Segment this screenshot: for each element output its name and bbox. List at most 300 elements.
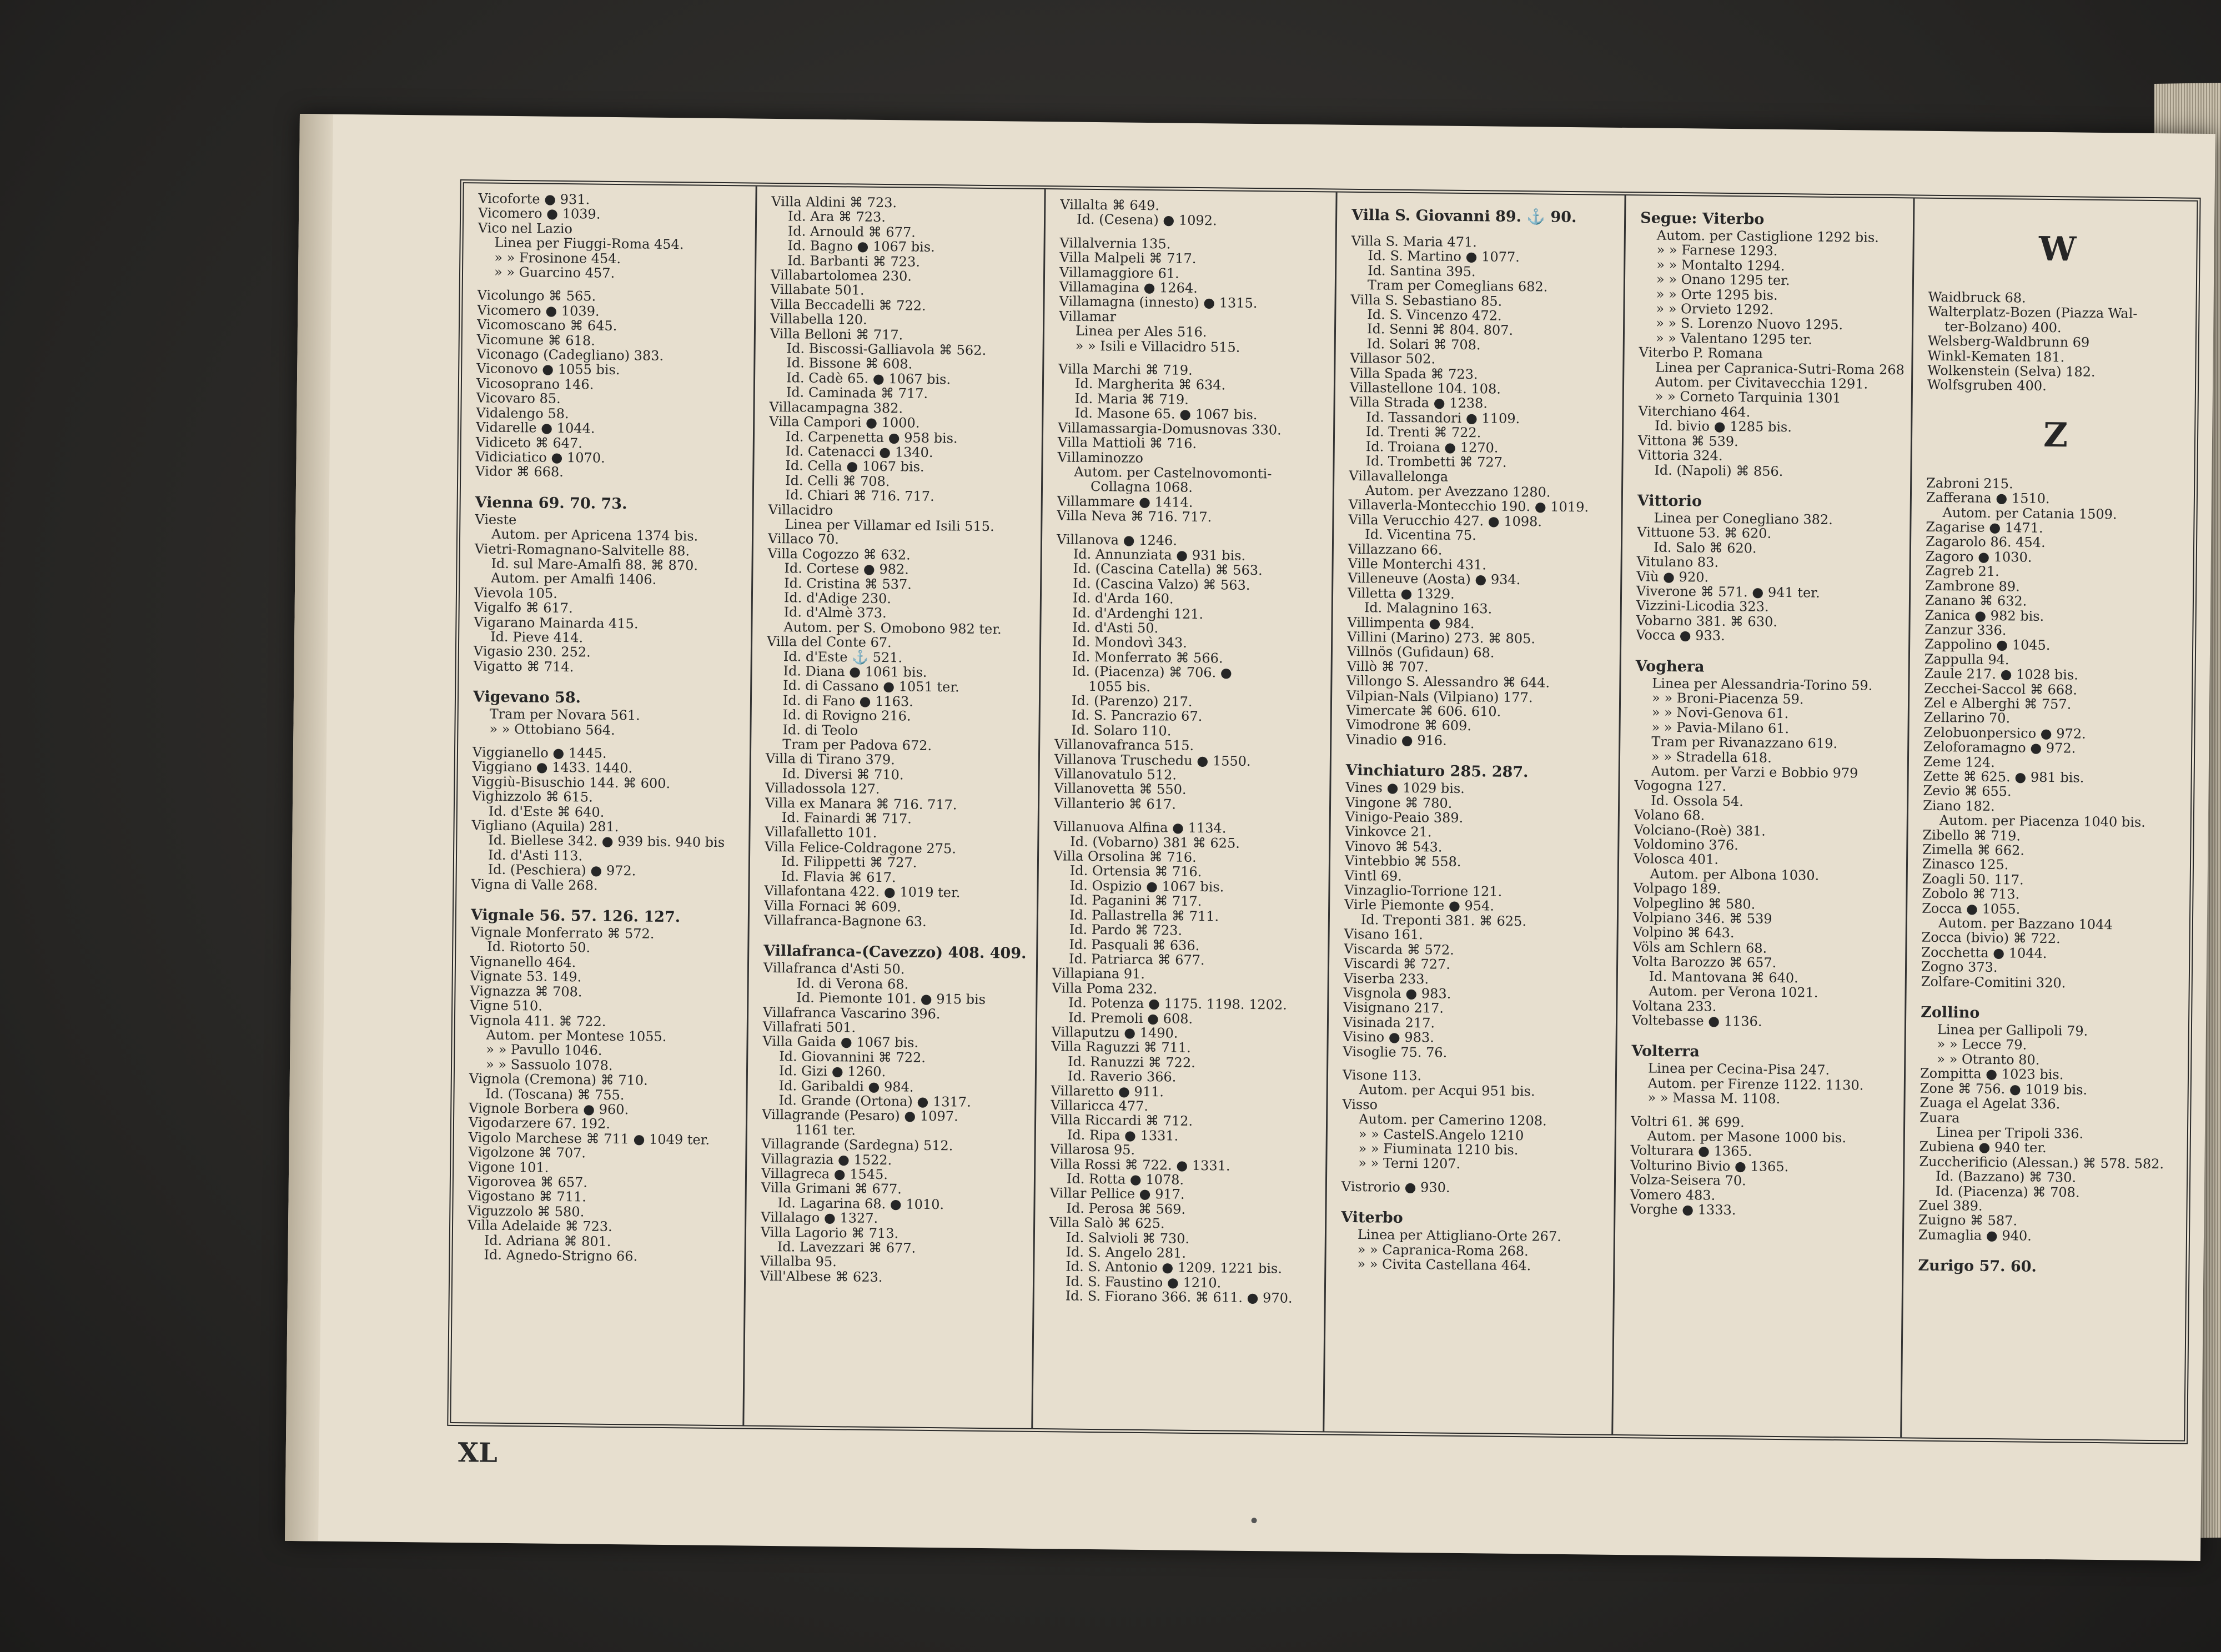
index-entry: Vigone 101.: [468, 1158, 549, 1176]
index-entry: Vignole Borbera ● 960.: [469, 1100, 629, 1118]
index-entry: Zevio ⌘ 655.: [1923, 783, 2012, 800]
index-entry: Id. Bissone ⌘ 608.: [786, 355, 913, 373]
index-entry: Villamar: [1059, 308, 1117, 325]
index-entry: » » Orvieto 1292.: [1656, 300, 1774, 318]
index-entry: Vidalengo 58.: [476, 405, 569, 421]
index-entry: Id. d'Ardenghi 121.: [1072, 605, 1204, 622]
index-entry: Viscarda ⌘ 572.: [1344, 941, 1454, 958]
index-entry: Id. Senni ⌘ 804. 807.: [1366, 321, 1514, 339]
index-entry: Id. d'Almè 373.: [783, 604, 887, 621]
index-entry: Villa Fornaci ⌘ 609.: [763, 897, 901, 915]
index-entry: Vicomoscano ⌘ 645.: [476, 317, 617, 334]
index-entry: Villamagna (innesto) ● 1315.: [1059, 293, 1258, 312]
index-entry: 1161 ter.: [795, 1122, 856, 1138]
index-entry: Zuel 389.: [1918, 1197, 1983, 1214]
index-entry: » » Massa M. 1108.: [1647, 1089, 1781, 1107]
index-entry: Viggiù-Bisuschio 144. ⌘ 600.: [472, 774, 671, 791]
index-entry: » » Sassuolo 1078.: [485, 1056, 613, 1073]
index-entry: Villa Verucchio 427. ● 1098.: [1348, 511, 1542, 530]
index-entry: Volpago 189.: [1633, 880, 1721, 897]
index-entry: Autom. per Verona 1021.: [1649, 983, 1818, 1001]
index-entry: Id. Ospizio ● 1067 bis.: [1069, 877, 1224, 895]
index-heading: Villafranca-(Cavezzo) 408. 409.: [763, 942, 1027, 963]
index-entry: » » Corneto Tarquinia 1301: [1655, 389, 1841, 406]
index-entry: Villanova ● 1246.: [1056, 531, 1178, 549]
index-entry: Villastellone 104. 108.: [1349, 379, 1501, 397]
index-entry: Autom. per Firenze 1122. 1130.: [1647, 1075, 1864, 1093]
index-entry: Zappolino ● 1045.: [1924, 636, 2051, 654]
index-entry: Villabartolomea 230.: [770, 267, 912, 284]
index-entry: Villa Strada ● 1238.: [1349, 394, 1488, 411]
index-entry: Zagoro ● 1030.: [1925, 548, 2032, 565]
index-entry: Villa S. Maria 471.: [1351, 233, 1477, 250]
index-entry: Id. Santina 395.: [1368, 262, 1476, 280]
index-entry: Vicovaro 85.: [476, 390, 561, 407]
index-entry: Villapiana 91.: [1052, 965, 1145, 982]
index-heading: Zurigo 57. 60.: [1918, 1257, 2037, 1276]
index-entry: Zambrone 89.: [1925, 578, 2020, 595]
index-entry: » » Otranto 80.: [1937, 1051, 2040, 1068]
index-entry: Volosca 401.: [1633, 851, 1719, 868]
index-entry: Zuigno ⌘ 587.: [1918, 1212, 2018, 1229]
index-entry: Villazzano 66.: [1348, 541, 1443, 558]
index-entry: Linea per Fiuggi-Roma 454.: [494, 234, 684, 253]
index-entry: Id. Caminada ⌘ 717.: [786, 384, 928, 402]
index-entry: Wolkenstein (Selva) 182.: [1927, 362, 2096, 380]
index-entry: » » Lecce 79.: [1937, 1036, 2027, 1053]
index-entry: Villacidro: [768, 501, 833, 518]
index-entry: Vigliano (Aquila) 281.: [471, 817, 619, 835]
index-entry: Viù ● 920.: [1636, 568, 1709, 585]
index-entry: Zumaglia ● 940.: [1918, 1227, 2032, 1244]
index-entry: Id. Fainardi ⌘ 717.: [781, 810, 912, 827]
index-entry: Id. Pieve 414.: [490, 629, 584, 646]
index-entry: Id. Trenti ⌘ 722.: [1365, 424, 1481, 441]
index-entry: Vigoroveа ⌘ 657.: [468, 1173, 588, 1191]
index-heading: Volterra: [1631, 1042, 1700, 1061]
index-entry: Vigodarzere 67. 192.: [468, 1114, 611, 1132]
index-entry: Zuara: [1919, 1109, 1960, 1126]
index-entry: » » Novi-Genova 61.: [1651, 704, 1789, 722]
index-entry: Autom. per Castelnovomonti-: [1074, 464, 1272, 482]
index-entry: Id. Celli ⌘ 708.: [785, 472, 890, 489]
index-entry: Linea per Tripoli 336.: [1936, 1124, 2084, 1142]
index-entry: Id. di Rovigno 216.: [782, 707, 911, 724]
index-entry: Villa Beccadelli ⌘ 722.: [770, 296, 926, 314]
index-entry: Villa Riccardi ⌘ 712.: [1050, 1112, 1193, 1129]
book-page: [285, 114, 2215, 1561]
index-entry: Autom. per Varzi e Bobbio 979: [1651, 763, 1858, 781]
index-entry: Viconovo ● 1055 bis.: [476, 360, 620, 378]
index-entry: Id. Tassandori ● 1109.: [1366, 409, 1520, 426]
index-entry: Id. Riotorto 50.: [487, 939, 591, 956]
index-entry: Villa Lagorio ⌘ 713.: [760, 1224, 899, 1242]
index-entry: Vigalfo ⌘ 617.: [474, 599, 573, 616]
index-entry: Villetta ● 1329.: [1347, 585, 1455, 602]
index-entry: Villa del Conte 67.: [766, 634, 892, 651]
index-entry: Id. Carpenetta ● 958 bis.: [785, 428, 958, 446]
index-entry: Villa Spada ⌘ 723.: [1350, 365, 1478, 382]
index-entry: Zuaga el Agelat 336.: [1919, 1094, 2061, 1112]
index-entry: Vizzini-Licodia 323.: [1636, 597, 1769, 615]
index-entry: Id. Bagno ● 1067 bis.: [787, 238, 935, 255]
index-entry: Villanova Truschedu ● 1550.: [1054, 751, 1251, 769]
index-entry: ter-Bolzano) 400.: [1944, 318, 2062, 336]
index-entry: Vieste: [475, 511, 517, 528]
index-entry: Völs am Schlern 68.: [1632, 939, 1767, 956]
index-entry: Zecchei-Saccol ⌘ 668.: [1924, 680, 2078, 698]
index-entry: Id. d'Este ⌘ 640.: [488, 803, 605, 820]
index-entry: Autom. per Bazzano 1044: [1938, 915, 2113, 933]
index-entry: Id. Patriarca ⌘ 677.: [1068, 951, 1205, 968]
index-entry: Welsberg-Waldbrunn 69: [1927, 333, 2090, 350]
index-entry: Id. (Peschiera) ● 972.: [488, 861, 636, 879]
index-entry: Id. Paganini ⌘ 717.: [1069, 892, 1202, 910]
index-entry: Tram per Comeglians 682.: [1367, 277, 1548, 295]
index-entry: Viscardi ⌘ 727.: [1343, 955, 1451, 972]
index-entry: Zellarino 70.: [1923, 710, 2011, 726]
index-entry: Zafferana ● 1510.: [1926, 489, 2050, 507]
index-entry: Id. (Parenzo) 217.: [1071, 692, 1193, 710]
index-entry: Villanovetta ⌘ 550.: [1054, 780, 1187, 798]
index-entry: Wolfsgruben 400.: [1927, 377, 2047, 394]
index-entry: Id. d'Asti 113.: [488, 847, 583, 864]
index-entry: Vighizzolo ⌘ 615.: [472, 788, 593, 805]
index-entry: Villaretto ● 911.: [1051, 1082, 1164, 1099]
index-entry: Autom. per S. Omobono 982 ter.: [783, 619, 1002, 637]
index-entry: Zompitta ● 1023 bis.: [1919, 1065, 2064, 1083]
index-entry: Id. Agnedo-Strigno 66.: [484, 1247, 638, 1264]
index-entry: Viconago (Cadegliano) 383.: [476, 346, 664, 364]
index-entry: Id. Ranuzzi ⌘ 722.: [1068, 1053, 1195, 1071]
index-entry: Visone 113.: [1342, 1067, 1422, 1084]
index-entry: Volta Barozzo ⌘ 657.: [1632, 953, 1777, 971]
index-entry: Vimodrone ⌘ 609.: [1346, 717, 1472, 734]
index-entry: Id. (Toscana) ⌘ 755.: [485, 1086, 625, 1103]
index-entry: Linea per Cecina-Pisa 247.: [1647, 1060, 1830, 1078]
index-entry: Vigolo Marchese ⌘ 711 ● 1049 ter.: [468, 1129, 710, 1148]
index-entry: Zinasco 125.: [1922, 856, 2009, 873]
index-entry: Id. Annunziata ● 931 bis.: [1073, 546, 1246, 564]
index-entry: Id. Giovannini ⌘ 722.: [779, 1048, 926, 1066]
index-entry: Vogogna 127.: [1634, 777, 1727, 795]
index-entry: Villarosa 95.: [1050, 1141, 1135, 1158]
index-entry: Id. (Piacenza) ⌘ 708.: [1935, 1183, 2080, 1201]
index-entry: Tram per Padova 672.: [782, 736, 932, 754]
index-entry: Id. bivio ● 1285 bis.: [1655, 418, 1792, 435]
index-entry: Vievola 105.: [474, 585, 557, 601]
index-entry: Villa Cogozzo ⌘ 632.: [767, 545, 911, 563]
index-entry: Villanterio ⌘ 617.: [1053, 795, 1177, 812]
index-heading: Vienna 69. 70. 73.: [475, 494, 627, 513]
index-entry: Zubiena ● 940 ter.: [1919, 1138, 2047, 1156]
index-entry: Zanzur 336.: [1924, 621, 2007, 639]
index-entry: Id. (Napoli) ⌘ 856.: [1654, 462, 1783, 479]
index-entry: Vintl 69.: [1344, 867, 1403, 884]
index-column-3: [1031, 189, 1335, 1431]
index-entry: Viterbo P. Romana: [1639, 344, 1763, 361]
index-heading: Villa S. Giovanni 89. ⚓ 90.: [1351, 206, 1577, 227]
index-entry: Tram per Rivanazzano 619.: [1651, 734, 1838, 752]
index-entry: Villa Raguzzi ⌘ 711.: [1051, 1038, 1191, 1056]
index-entry: Id. Cristina ⌘ 537.: [784, 575, 912, 592]
index-entry: Id. Potenza ● 1175. 1198. 1202.: [1068, 995, 1288, 1013]
index-entry: » » Farnese 1293.: [1656, 242, 1778, 259]
index-entry: Id. Adriana ⌘ 801.: [484, 1232, 611, 1249]
index-entry: Linea per Conegliano 382.: [1654, 510, 1833, 528]
index-entry: Villaverla-Montecchio 190. ● 1019.: [1348, 497, 1589, 515]
index-entry: Villaputzu ● 1490.: [1051, 1024, 1178, 1041]
index-entry: Id. Trombetti ⌘ 727.: [1365, 453, 1507, 470]
index-entry: Viverone ⌘ 571. ● 941 ter.: [1636, 583, 1820, 601]
index-heading: Zollino: [1921, 1003, 1980, 1022]
index-entry: Autom. per Montese 1055.: [486, 1027, 667, 1045]
index-entry: Villa Salò ⌘ 625.: [1049, 1214, 1165, 1232]
index-entry: Id. S. Vincenzo 472.: [1367, 307, 1502, 324]
index-entry: Villa Adelaide ⌘ 723.: [467, 1217, 612, 1235]
index-entry: » » Guarcino 457.: [494, 264, 615, 281]
index-entry: Id. Cella ● 1067 bis.: [785, 458, 924, 475]
index-entry: Villeneuve (Aosta) ● 934.: [1348, 570, 1521, 588]
index-entry: Voldomino 376.: [1634, 836, 1738, 853]
index-entry: Id. Diversi ⌘ 710.: [782, 766, 904, 783]
index-entry: Villalvernia 135.: [1059, 235, 1171, 252]
index-entry: Viterchiano 464.: [1638, 403, 1751, 420]
index-entry: Id. Solaro 110.: [1071, 722, 1172, 739]
index-entry: Volciano-(Roè) 381.: [1634, 821, 1766, 839]
index-entry: Winkl-Kematen 181.: [1927, 348, 2065, 365]
index-entry: Zanica ● 982 bis.: [1924, 607, 2044, 624]
index-entry: Id. Salo ⌘ 620.: [1653, 539, 1757, 556]
index-entry: Linea per Alessandria-Torino 59.: [1652, 675, 1873, 694]
index-entry: Id. Malagnino 163.: [1364, 600, 1493, 617]
index-entry: Zone ⌘ 756. ● 1019 bis.: [1919, 1080, 2088, 1098]
index-entry: Linea per Gallipoli 79.: [1937, 1022, 2088, 1039]
index-entry: Vobarno 381. ⌘ 630.: [1636, 612, 1778, 630]
index-entry: Villaminozzo: [1057, 449, 1144, 466]
index-entry: Vidor ⌘ 668.: [475, 463, 564, 480]
index-entry: Villa Aldini ⌘ 723.: [771, 193, 897, 211]
index-entry: Id. Biscossi-Galliavola ⌘ 562.: [786, 340, 987, 359]
index-entry: Vorghe ● 1333.: [1630, 1201, 1736, 1218]
index-entry: Id. Flavia ⌘ 617.: [781, 868, 896, 886]
index-entry: Villini (Marino) 273. ⌘ 805.: [1347, 629, 1536, 647]
index-entry: Id. Cadè 65. ● 1067 bis.: [786, 370, 951, 388]
index-entry: Villa Malpeli ⌘ 717.: [1059, 249, 1197, 267]
index-entry: Id. (Cascina Catella) ⌘ 563.: [1073, 560, 1263, 579]
index-entry: Villò ⌘ 707.: [1346, 658, 1429, 675]
index-entry: Villamagina ● 1264.: [1059, 279, 1198, 296]
index-entry: Villa Grimani ⌘ 677.: [761, 1180, 902, 1197]
index-entry: Id. S. Angelo 281.: [1066, 1244, 1187, 1261]
index-entry: Zeme 124.: [1923, 754, 1995, 770]
index-entry: Id. Pasquali ⌘ 636.: [1069, 936, 1200, 953]
index-column-2: [742, 187, 1044, 1428]
index-entry: Visano 161.: [1344, 926, 1423, 943]
index-entry: Ville Monterchi 431.: [1348, 555, 1486, 573]
index-entry: Villafrati 501.: [762, 1018, 856, 1036]
index-heading: Vittorio: [1637, 492, 1702, 510]
index-entry: Villamaggiore 61.: [1059, 264, 1179, 282]
index-entry: Villa S. Sebastiano 85.: [1350, 292, 1503, 309]
index-entry: Vittona ⌘ 539.: [1637, 432, 1738, 449]
index-entry: Vignola (Cremona) ⌘ 710.: [469, 1071, 648, 1088]
index-entry: Volturino Bivio ● 1365.: [1630, 1157, 1789, 1174]
index-entry: Vinovo ⌘ 543.: [1345, 838, 1443, 855]
index-entry: Autom. per Piacenza 1040 bis.: [1939, 812, 2146, 831]
index-entry: Villalago ● 1327.: [761, 1209, 878, 1227]
index-entry: Vignola 411. ⌘ 722.: [469, 1012, 606, 1030]
index-entry: Villa Felice-Coldragone 275.: [765, 838, 957, 857]
index-entry: Vidarelle ● 1044.: [475, 419, 595, 436]
index-entry: Id. Rotta ● 1078.: [1066, 1171, 1184, 1188]
index-entry: Virle Piemonte ● 954.: [1344, 897, 1495, 915]
index-entry: Id. Ara ⌘ 723.: [787, 208, 886, 225]
index-entry: Visso: [1342, 1096, 1378, 1113]
index-entry: Villa Poma 232.: [1052, 980, 1158, 997]
index-entry: » » Terni 1207.: [1358, 1155, 1461, 1172]
index-entry: Zette ⌘ 625. ● 981 bis.: [1923, 768, 2084, 786]
index-entry: Vigolzone ⌘ 707.: [468, 1144, 586, 1161]
index-entry: Villa di Tirano 379.: [765, 751, 896, 768]
index-entry: Vigatto ⌘ 714.: [473, 658, 574, 675]
index-entry: Villalba 95.: [760, 1253, 837, 1270]
index-entry: Villafranca-Bagnone 63.: [763, 912, 927, 930]
index-entry: Vimercate ⌘ 606. 610.: [1346, 702, 1501, 720]
index-entry: Id. d'Este ⚓ 521.: [783, 648, 903, 666]
index-entry: Id. Filippetti ⌘ 727.: [781, 853, 917, 871]
index-entry: Viggiano ● 1433. 1440.: [472, 759, 633, 776]
index-entry: Id. (Bazzano) ⌘ 730.: [1935, 1168, 2077, 1186]
index-entry: » » Pavia-Milano 61.: [1651, 719, 1790, 736]
index-entry: Volano 68.: [1634, 807, 1705, 824]
index-entry: Id. (Piacenza) ⌘ 706. ●: [1072, 663, 1232, 681]
index-entry: Vittoria 324.: [1637, 447, 1723, 464]
index-entry: Zeloforamagno ● 972.: [1923, 739, 2076, 756]
index-entry: Zogno 373.: [1921, 958, 1998, 976]
index-entry: Villongo S. Alessandro ⌘ 644.: [1346, 672, 1550, 691]
index-entry: Id. Grande (Ortona) ● 1317.: [778, 1092, 971, 1110]
index-entry: » » CastelS.Angelo 1210: [1358, 1126, 1524, 1143]
index-entry: Vines ● 1029 bis.: [1345, 780, 1465, 797]
index-entry: Vigarano Mainarda 415.: [474, 614, 639, 631]
index-entry: Zanano ⌘ 632.: [1924, 592, 2027, 609]
index-entry: Id. Monferrato ⌘ 566.: [1072, 649, 1223, 666]
index-entry: Id. di Teolo: [782, 721, 858, 739]
index-entry: Id. Masone 65. ● 1067 bis.: [1074, 405, 1258, 423]
index-entry: Id. di Verona 68.: [796, 975, 909, 992]
index-entry: » » Pavullo 1046.: [486, 1041, 602, 1059]
index-entry: Id. d'Adige 230.: [783, 590, 892, 607]
index-entry: Id. Ossola 54.: [1651, 792, 1743, 810]
index-entry: Zimella ⌘ 662.: [1922, 841, 2025, 858]
index-entry: Id. Diana ● 1061 bis.: [783, 663, 927, 680]
index-entry: Vicoforte ● 931.: [478, 190, 590, 208]
index-entry: Zabroni 215.: [1926, 475, 2013, 492]
index-frame: [447, 179, 2200, 1444]
index-heading: Vinchiaturo 285. 287.: [1345, 762, 1529, 781]
index-entry: » » Montalto 1294.: [1656, 257, 1785, 274]
index-entry: Vidiceto ⌘ 647.: [475, 434, 583, 451]
index-entry: » » Stradella 618.: [1651, 749, 1772, 766]
index-entry: » » Valentano 1295 ter.: [1655, 330, 1812, 348]
index-entry: Vilpian-Nals (Vilpiano) 177.: [1346, 687, 1533, 705]
index-entry: Villa Orsolina ⌘ 716.: [1053, 848, 1197, 866]
index-entry: Autom. per Amalfi 1406.: [491, 570, 657, 588]
index-entry: Id. Mantovana ⌘ 640.: [1649, 968, 1798, 986]
index-entry: Zocchetta ● 1044.: [1921, 944, 2047, 961]
page-number: XL: [458, 1437, 498, 1469]
index-entry: Villamassargia-Domusnovas 330.: [1058, 420, 1282, 438]
index-heading: Vignale 56. 57. 126. 127.: [470, 906, 681, 926]
index-entry: Id. S. Pancrazio 67.: [1071, 707, 1203, 725]
index-entry: Id. Biellese 342. ● 939 bis. 940 bis: [488, 832, 725, 851]
index-entry: Visinada 217.: [1343, 1014, 1435, 1031]
index-entry: Zolfare-Comitini 320.: [1921, 973, 2066, 991]
index-entry: » » Fiuminata 1210 bis.: [1358, 1141, 1519, 1158]
index-entry: Id. Pardo ⌘ 723.: [1069, 921, 1183, 938]
index-entry: Zagreb 21.: [1925, 563, 1999, 580]
index-entry: Id. Vicentina 75.: [1365, 526, 1476, 544]
index-entry: Villanuova Alfina ● 1134.: [1053, 819, 1227, 836]
index-heading: Viterbo: [1341, 1208, 1403, 1227]
index-entry: Vignazza ⌘ 708.: [470, 982, 582, 1000]
index-entry: Id. Premoli ● 608.: [1068, 1010, 1193, 1027]
index-entry: Villabate 501.: [770, 282, 865, 299]
index-entry: Zagarise ● 1471.: [1926, 519, 2043, 536]
index-entry: » » Civita Castellana 464.: [1357, 1256, 1531, 1274]
index-heading: Vigevano 58.: [473, 688, 581, 707]
index-entry: Volpeglino ⌘ 580.: [1633, 895, 1756, 912]
index-entry: Villaco 70.: [767, 531, 840, 548]
index-entry: Villafalletto 101.: [765, 824, 877, 841]
index-entry: Villimpenta ● 984.: [1347, 614, 1475, 631]
index-entry: » » Isili e Villacidro 515.: [1075, 338, 1240, 355]
index-entry: Id. Lavezzari ⌘ 677.: [777, 1239, 916, 1256]
index-entry: Id. (Cascina Valzo) ⌘ 563.: [1073, 575, 1250, 593]
index-heading: Voghera: [1635, 657, 1705, 676]
index-entry: Linea per Capranica-Sutri-Roma 268: [1655, 359, 1905, 378]
index-entry: Villagreca ● 1545.: [761, 1165, 888, 1183]
index-heading: Segue: Viterbo: [1640, 209, 1765, 228]
index-entry: Voltri 61. ⌘ 699.: [1630, 1113, 1745, 1130]
index-entry: Villa Belloni ⌘ 717.: [770, 325, 903, 343]
index-entry: Zagarolo 86. 454.: [1925, 534, 2046, 551]
index-entry: Collagna 1068.: [1090, 479, 1193, 496]
index-entry: Voltana 233.: [1632, 997, 1717, 1015]
index-entry: Vicosoprano 146.: [476, 375, 594, 393]
index-entry: Vicomero ● 1039.: [478, 205, 601, 223]
index-entry: Id. d'Arda 160.: [1072, 590, 1174, 607]
index-column-4: [1323, 193, 1624, 1434]
index-entry: Viserba 233.: [1343, 970, 1429, 987]
index-entry: Villafontana 422. ● 1019 ter.: [764, 882, 961, 901]
index-entry: Villavallelonga: [1349, 468, 1449, 485]
index-entry: Id. S. Fiorano 366. ⌘ 611. ● 970.: [1065, 1288, 1293, 1307]
index-entry: Vietri-Romagnano-Salvitelle 88.: [474, 540, 690, 559]
index-entry: Id. Troiana ● 1270.: [1365, 438, 1499, 456]
index-entry: Id. Catenacci ● 1340.: [785, 443, 933, 460]
index-entry: Id. Gizi ● 1260.: [778, 1063, 886, 1080]
index-entry: Visgnola ● 983.: [1343, 985, 1451, 1002]
index-entry: » » S. Lorenzo Nuovo 1295.: [1656, 315, 1843, 333]
index-entry: Zocca (bivio) ⌘ 722.: [1921, 930, 2061, 947]
index-entry: Villa Mattioli ⌘ 716.: [1057, 434, 1197, 452]
index-entry: 1055 bis.: [1088, 678, 1151, 695]
index-entry: Autom. per Camerino 1208.: [1359, 1111, 1547, 1129]
index-entry: Villaricca 477.: [1051, 1097, 1149, 1114]
index-entry: Autom. per Apricena 1374 bis.: [491, 526, 699, 544]
